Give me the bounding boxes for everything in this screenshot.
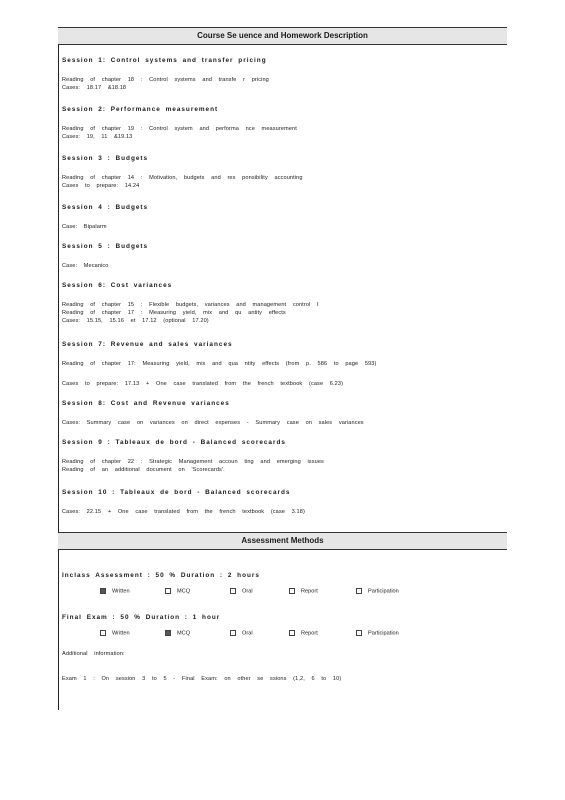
unchecked-checkbox-icon[interactable]	[230, 588, 236, 594]
option-participation[interactable]	[356, 588, 399, 594]
unchecked-checkbox-icon[interactable]	[289, 588, 295, 594]
session-line: Reading of chapter 18 : Control systems and transfe r pricing	[62, 77, 269, 83]
option-label: Participation	[368, 588, 399, 595]
session-title: Session 2: Performance measurement	[62, 106, 219, 113]
option-label: Participation	[368, 630, 399, 637]
option-report[interactable]	[289, 588, 318, 594]
checked-checkbox-icon[interactable]	[100, 588, 106, 594]
option-label: Report	[301, 588, 318, 595]
option-mcq[interactable]	[165, 630, 190, 636]
unchecked-checkbox-icon[interactable]	[100, 630, 106, 636]
unchecked-checkbox-icon[interactable]	[230, 630, 236, 636]
additional-information-label: Additional information:	[62, 651, 125, 657]
session-line: Cases: 22.15 + One case translated from the french textbook (case 3.18)	[62, 509, 305, 515]
session-title: Session 3 : Budgets	[62, 155, 149, 162]
exam-note: Exam 1 : On session 3 to 5 - Final Exam: on other se ssions (1,2, 6 to 10)	[62, 676, 342, 682]
session-title: Session 8: Cost and Revenue variances	[62, 400, 230, 407]
option-written[interactable]	[100, 588, 130, 594]
option-mcq[interactable]	[165, 588, 190, 594]
session-line: Reading of an additional document on 'Scorecards'.	[62, 467, 225, 473]
option-label: MCQ	[177, 630, 191, 637]
session-title: Session 6: Cost variances	[62, 282, 173, 289]
session-title: Session 5 : Budgets	[62, 243, 149, 250]
session-line: Cases to prepare: 14.24	[62, 183, 140, 189]
option-label: Written	[112, 588, 130, 595]
checked-checkbox-icon[interactable]	[165, 630, 171, 636]
final-exam-title: Final Exam : 50 % Duration : 1 hour	[62, 614, 221, 621]
session-line: Cases: 19, 11 &19.13	[62, 134, 133, 140]
option-written[interactable]	[100, 630, 130, 636]
session-title: Session 1: Control systems and transfer pricing	[62, 57, 267, 64]
session-title: Session 10 : Tableaux de bord - Balanced scorecards	[62, 489, 291, 496]
session-line: Case: Bipalarm	[62, 224, 107, 230]
option-label: Oral	[242, 588, 253, 595]
left-border	[58, 27, 59, 710]
session-line: Reading of chapter 22 : Strategic Management accoun ting and emerging issues	[62, 459, 324, 465]
session-title: Session 7: Revenue and sales variances	[62, 341, 233, 348]
unchecked-checkbox-icon[interactable]	[356, 588, 362, 594]
session-line: Reading of chapter 15 : Flexible budgets, variances and management control I	[62, 302, 319, 308]
option-label: MCQ	[177, 588, 191, 595]
session-line: Reading of chapter 17 : Measuring yield, mix and qu antity effects	[62, 310, 286, 316]
option-oral[interactable]	[230, 588, 253, 594]
option-label: Written	[112, 630, 130, 637]
inclass-assessment-title: Inclass Assessment : 50 % Duration : 2 hours	[62, 572, 260, 579]
session-line: Reading of chapter 17: Measuring yield, mix and qua ntity effects (from p. 586 to page 593)	[62, 361, 377, 367]
unchecked-checkbox-icon[interactable]	[356, 630, 362, 636]
session-title: Session 9 : Tableaux de bord - Balanced scorecards	[62, 439, 286, 446]
option-participation[interactable]	[356, 630, 399, 636]
option-oral[interactable]	[230, 630, 253, 636]
unchecked-checkbox-icon[interactable]	[165, 588, 171, 594]
session-line: Cases to prepare: 17.13 + One case translated from the french textbook (case 6.23)	[62, 381, 344, 387]
unchecked-checkbox-icon[interactable]	[289, 630, 295, 636]
session-line: Reading of chapter 19 : Control system and performa nce measurement	[62, 126, 297, 132]
session-title: Session 4 : Budgets	[62, 204, 149, 211]
session-line: Cases: 18.17 &18.18	[62, 85, 127, 91]
session-line: Reading of chapter 14 : Motivation, budgets and res ponsibility accounting	[62, 175, 303, 181]
course-sequence-header: Course Se uence and Homework Description	[58, 27, 507, 45]
option-label: Report	[301, 630, 318, 637]
assessment-header: Assessment Methods	[58, 532, 507, 550]
session-line: Cases: Summary case on variances on direct expenses - Summary case on sales variances	[62, 420, 364, 426]
session-line: Cases: 15.15, 15.16 et 17.12 (optional 17.20)	[62, 318, 209, 324]
option-label: Oral	[242, 630, 253, 637]
session-line: Case: Mecanico	[62, 263, 109, 269]
option-report[interactable]	[289, 630, 318, 636]
